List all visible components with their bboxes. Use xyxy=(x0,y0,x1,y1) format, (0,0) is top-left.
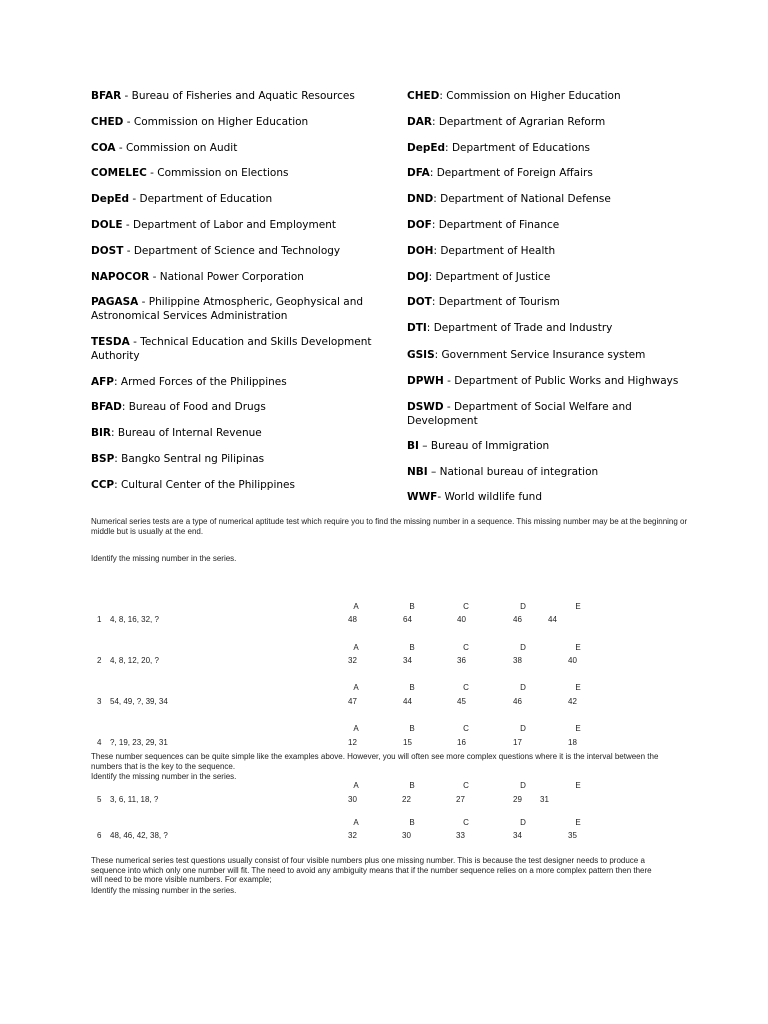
answer-option: 40 xyxy=(457,615,466,624)
agency-abbreviation: BI xyxy=(407,440,419,452)
agency-abbreviation: DND xyxy=(407,193,434,205)
agency-name: Department of Social Welfare and Development xyxy=(407,401,632,427)
agency-entry xyxy=(407,193,611,207)
agency-name: Armed Forces of the Philippines xyxy=(120,376,287,388)
answer-option: 22 xyxy=(402,795,411,804)
option-letter: B xyxy=(409,683,415,692)
option-letter: D xyxy=(520,724,526,733)
answer-option: 16 xyxy=(457,738,466,747)
answer-option: 44 xyxy=(548,615,557,624)
agency-abbreviation: CCP xyxy=(91,479,115,491)
agency-name: Government Service Insurance system xyxy=(441,349,646,361)
option-letter: C xyxy=(463,683,469,692)
separator: - xyxy=(129,336,141,348)
agency-name: Commission on Audit xyxy=(125,142,238,154)
agency-abbreviation: DepEd xyxy=(407,142,446,154)
option-letter: B xyxy=(409,643,415,652)
agency-entry xyxy=(407,296,560,310)
agency-name: Department of Public Works and Highways xyxy=(454,375,679,387)
separator: : xyxy=(111,427,118,439)
agency-name: Commission on Higher Education xyxy=(446,90,621,102)
instruction-2: Identify the missing number in the series. xyxy=(91,772,237,781)
agency-name: Cultural Center of the Philippines xyxy=(121,479,295,491)
agency-entry xyxy=(91,116,308,130)
agency-name: Department of Education xyxy=(139,193,273,205)
answer-option: 47 xyxy=(348,697,357,706)
agency-entry xyxy=(407,116,605,130)
option-letter: E xyxy=(575,818,581,827)
option-letter: B xyxy=(409,724,415,733)
separator: - xyxy=(138,296,149,308)
agency-entry xyxy=(407,401,697,428)
question-series: 54, 49, ?, 39, 34 xyxy=(110,697,168,706)
question-number: 2 xyxy=(97,656,102,665)
question-series: ?, 19, 23, 29, 31 xyxy=(110,738,168,747)
agency-abbreviation: BIR xyxy=(91,427,111,439)
agency-abbreviation: CHED xyxy=(91,116,124,128)
separator: : xyxy=(431,116,439,128)
closing-paragraph: These numerical series test questions usually consist of four visible numbers plus one missing number. This is because the test designer needs to produce a sequence into which only one number will fit. The need to avoid any ambiguity means that if the number sequence relies on a more complex pattern then there will need to be more visible numbers. For example; xyxy=(91,856,652,884)
option-letter: C xyxy=(463,724,469,733)
agency-entry xyxy=(91,427,262,441)
agency-entry xyxy=(91,376,287,390)
agency-abbreviation: DFA xyxy=(407,167,430,179)
agency-abbreviation: NAPOCOR xyxy=(91,271,150,283)
agency-abbreviation: DAR xyxy=(407,116,432,128)
option-letter: A xyxy=(353,724,359,733)
agency-entry xyxy=(407,167,593,181)
agency-entry xyxy=(91,219,336,233)
answer-option: 27 xyxy=(456,795,465,804)
option-letter: B xyxy=(409,781,415,790)
agency-abbreviation: WWF xyxy=(407,491,438,503)
agency-entry xyxy=(407,491,542,505)
agency-abbreviation: TESDA xyxy=(91,336,130,348)
agency-name: Department of Science and Technology xyxy=(133,245,341,257)
answer-option: 30 xyxy=(402,831,411,840)
agency-abbreviation: AFP xyxy=(91,376,114,388)
agency-name: Department of Tourism xyxy=(438,296,560,308)
answer-option: 18 xyxy=(568,738,577,747)
agency-entry xyxy=(407,440,549,454)
option-letter: E xyxy=(575,602,581,611)
agency-name: Department of Justice xyxy=(435,271,551,283)
agency-name: Bangko Sentral ng Pilipinas xyxy=(121,453,265,465)
answer-option: 42 xyxy=(568,697,577,706)
agency-entry xyxy=(407,90,621,104)
answer-option: 44 xyxy=(403,697,412,706)
agency-name: World wildlife fund xyxy=(444,491,542,503)
option-letter: B xyxy=(409,818,415,827)
agency-abbreviation: DOH xyxy=(407,245,434,257)
agency-entry xyxy=(91,453,264,467)
answer-option: 32 xyxy=(348,831,357,840)
option-letter: A xyxy=(353,683,359,692)
agency-name: National Power Corporation xyxy=(159,271,304,283)
agency-entry xyxy=(407,245,555,259)
agency-abbreviation: NBI xyxy=(407,466,428,478)
agency-name: Commission on Elections xyxy=(157,167,289,179)
answer-option: 35 xyxy=(568,831,577,840)
option-letter: B xyxy=(409,602,415,611)
answer-option: 38 xyxy=(513,656,522,665)
agency-entry xyxy=(91,479,295,493)
separator: - xyxy=(121,90,132,102)
question-series: 4, 8, 16, 32, ? xyxy=(110,615,159,624)
agency-entry xyxy=(407,349,645,363)
question-number: 3 xyxy=(97,697,102,706)
option-letter: D xyxy=(520,602,526,611)
agency-name: Technical Education and Skills Development Authority xyxy=(91,336,372,362)
agency-abbreviation: BFAD xyxy=(91,401,122,413)
agency-name: Bureau of Internal Revenue xyxy=(117,427,262,439)
question-series: 48, 46, 42, 38, ? xyxy=(110,831,168,840)
agency-name: National bureau of integration xyxy=(439,466,599,478)
separator: : xyxy=(439,90,447,102)
answer-option: 12 xyxy=(348,738,357,747)
agency-entry xyxy=(407,375,678,389)
separator: : xyxy=(114,453,122,465)
answer-option: 46 xyxy=(513,697,522,706)
separator: - xyxy=(122,219,133,231)
agency-entry xyxy=(91,336,376,363)
agency-name: Department of Labor and Employment xyxy=(132,219,336,231)
agency-abbreviation: GSIS xyxy=(407,349,435,361)
answer-option: 34 xyxy=(403,656,412,665)
agency-name: Department of Health xyxy=(440,245,556,257)
separator: : xyxy=(431,219,439,231)
answer-option: 46 xyxy=(513,615,522,624)
agency-name: Bureau of Food and Drugs xyxy=(128,401,266,413)
agency-entry xyxy=(91,193,272,207)
agency-entry xyxy=(407,142,590,156)
answer-option: 29 xyxy=(513,795,522,804)
agency-entry xyxy=(91,271,304,285)
separator: - xyxy=(437,491,445,503)
answer-option: 15 xyxy=(403,738,412,747)
option-letter: A xyxy=(353,818,359,827)
option-letter: C xyxy=(463,602,469,611)
answer-option: 17 xyxy=(513,738,522,747)
option-letter: D xyxy=(520,818,526,827)
agency-abbreviation: COMELEC xyxy=(91,167,147,179)
answer-option: 33 xyxy=(456,831,465,840)
question-number: 6 xyxy=(97,831,102,840)
option-letter: D xyxy=(520,683,526,692)
agency-abbreviation: DOJ xyxy=(407,271,429,283)
agency-name: Department of Trade and Industry xyxy=(433,322,613,334)
separator: - xyxy=(123,116,134,128)
complex-paragraph: These number sequences can be quite simple like the examples above. However, you will often see more complex questions where it is the interval between the numbers that is the key to the sequence. xyxy=(91,752,659,771)
separator: - xyxy=(123,245,134,257)
question-number: 1 xyxy=(97,615,102,624)
agency-abbreviation: DepEd xyxy=(91,193,130,205)
separator: : xyxy=(433,193,441,205)
separator: : xyxy=(434,349,442,361)
option-letter: E xyxy=(575,643,581,652)
separator: : xyxy=(433,245,441,257)
agency-abbreviation: DPWH xyxy=(407,375,444,387)
separator: - xyxy=(443,401,455,413)
agency-entry xyxy=(91,90,355,104)
separator: : xyxy=(428,271,436,283)
separator: – xyxy=(427,466,440,478)
answer-option: 31 xyxy=(540,795,549,804)
option-letter: A xyxy=(353,781,359,790)
answer-option: 36 xyxy=(457,656,466,665)
agency-entry xyxy=(407,466,598,480)
option-letter: A xyxy=(353,643,359,652)
agency-name: Department of National Defense xyxy=(440,193,611,205)
separator: : xyxy=(121,401,129,413)
agency-abbreviation: DSWD xyxy=(407,401,444,413)
agency-abbreviation: BFAR xyxy=(91,90,122,102)
option-letter: E xyxy=(575,683,581,692)
option-letter: C xyxy=(463,781,469,790)
option-letter: D xyxy=(520,781,526,790)
option-letter: C xyxy=(463,818,469,827)
separator: : xyxy=(429,167,437,179)
separator: : xyxy=(114,376,121,388)
agency-name: Department of Agrarian Reform xyxy=(438,116,606,128)
agency-entry xyxy=(407,271,550,285)
answer-option: 32 xyxy=(348,656,357,665)
separator: : xyxy=(445,142,452,154)
agency-name: Bureau of Fisheries and Aquatic Resources xyxy=(131,90,355,102)
agency-abbreviation: DOT xyxy=(407,296,432,308)
instruction-1: Identify the missing number in the series. xyxy=(91,554,237,563)
intro-paragraph: Numerical series tests are a type of numerical aptitude test which require you to find the missing number in a sequence. This missing number may be at the beginning or middle but is usually at the end. xyxy=(91,517,688,536)
agency-abbreviation: DOF xyxy=(407,219,432,231)
answer-option: 34 xyxy=(513,831,522,840)
agency-abbreviation: DOLE xyxy=(91,219,123,231)
separator: – xyxy=(418,440,431,452)
option-letter: A xyxy=(353,602,359,611)
agency-entry xyxy=(91,167,289,181)
option-letter: E xyxy=(575,724,581,733)
separator: : xyxy=(426,322,434,334)
agency-name: Bureau of Immigration xyxy=(430,440,550,452)
answer-option: 30 xyxy=(348,795,357,804)
separator: - xyxy=(443,375,455,387)
answer-option: 40 xyxy=(568,656,577,665)
agency-abbreviation: DTI xyxy=(407,322,427,334)
option-letter: C xyxy=(463,643,469,652)
agency-abbreviation: CHED xyxy=(407,90,440,102)
question-number: 4 xyxy=(97,738,102,747)
agency-name: Philippine Atmospheric, Geophysical and Astronomical Services Administration xyxy=(91,296,364,322)
separator: - xyxy=(149,271,160,283)
question-series: 4, 8, 12, 20, ? xyxy=(110,656,159,665)
answer-option: 48 xyxy=(348,615,357,624)
agency-name: Commission on Higher Education xyxy=(133,116,309,128)
option-letter: D xyxy=(520,643,526,652)
separator: - xyxy=(115,142,126,154)
agency-entry xyxy=(91,401,266,415)
agency-entry xyxy=(91,245,340,259)
separator: - xyxy=(146,167,158,179)
agency-name: Department of Finance xyxy=(438,219,560,231)
agency-entry xyxy=(91,296,376,323)
separator: : xyxy=(431,296,439,308)
agency-abbreviation: DOST xyxy=(91,245,124,257)
separator: : xyxy=(114,479,121,491)
question-series: 3, 6, 11, 18, ? xyxy=(110,795,159,804)
answer-option: 64 xyxy=(403,615,412,624)
agency-name: Department of Educations xyxy=(451,142,591,154)
agency-entry xyxy=(91,142,237,156)
question-number: 5 xyxy=(97,795,102,804)
agency-abbreviation: PAGASA xyxy=(91,296,139,308)
option-letter: E xyxy=(575,781,581,790)
agency-name: Department of Foreign Affairs xyxy=(436,167,593,179)
answer-option: 45 xyxy=(457,697,466,706)
agency-abbreviation: COA xyxy=(91,142,116,154)
agency-entry xyxy=(407,322,612,336)
instruction-3: Identify the missing number in the series. xyxy=(91,886,237,895)
agency-abbreviation: BSP xyxy=(91,453,115,465)
separator: - xyxy=(129,193,140,205)
agency-entry xyxy=(407,219,559,233)
